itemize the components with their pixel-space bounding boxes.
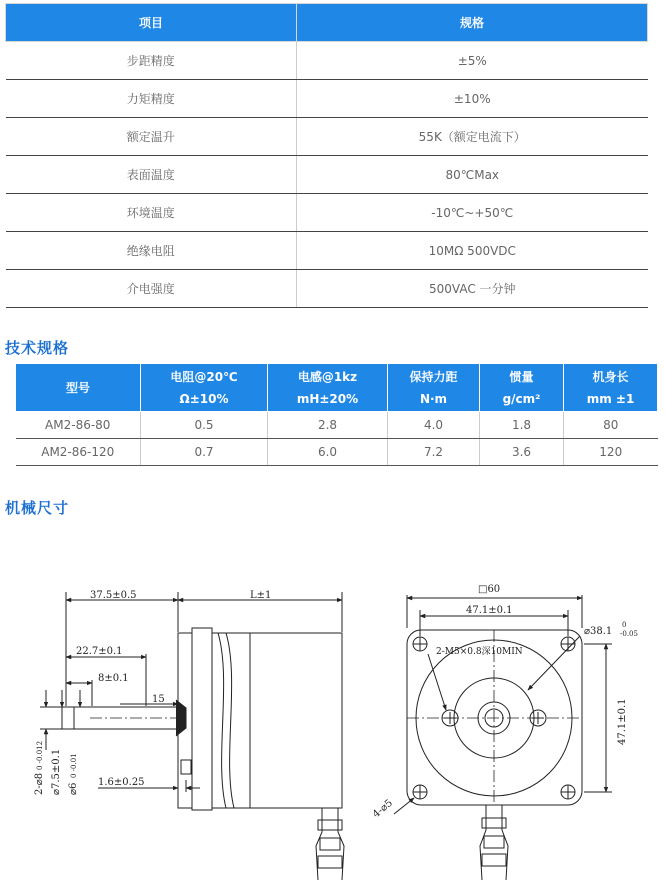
dim-shaft-6: ⌀6 — [68, 782, 79, 795]
spec-item-cell: 绝缘电阻 — [6, 232, 297, 270]
tech-header-cell — [16, 364, 141, 412]
spec-item-cell: 介电强度 — [6, 270, 297, 308]
tech-header-unit: Ω±10% — [179, 391, 229, 406]
dim-shaft-7-5: ⌀7.5±0.1 — [51, 748, 62, 795]
dim-shaft-8-tol: 0 -0.012 — [36, 740, 44, 770]
dim-shaft-6-tol: 0 -0.01 — [70, 753, 78, 778]
dim-15: 15 — [152, 694, 165, 705]
spec-value-cell: 10MΩ 500VDC — [297, 232, 648, 270]
dim-8: 8±0.1 — [98, 673, 129, 684]
tech-row — [16, 412, 658, 439]
tech-header-label: 机身长 — [592, 369, 629, 384]
spec-row — [6, 118, 648, 156]
spec-value-cell: 500VAC 一分钟 — [297, 270, 648, 308]
tech-value-cell: 0.7 — [141, 439, 268, 466]
tech-value-cell: 6.0 — [268, 439, 388, 466]
tech-header-unit: mm ±1 — [586, 391, 635, 406]
tech-value-cell: 120 — [564, 439, 658, 466]
dim-37-5: 37.5±0.5 — [90, 590, 137, 601]
dim-1-6: 1.6±0.25 — [98, 777, 145, 788]
spec-header-value: 规格 — [297, 4, 648, 42]
mech-section-title: 机械尺寸 — [5, 499, 70, 517]
tech-header-cell — [268, 364, 388, 412]
spec-row — [6, 194, 648, 232]
spec-row — [6, 42, 648, 80]
tech-header-unit: g/cm² — [502, 391, 541, 406]
spec-row — [6, 80, 648, 118]
tech-model-cell: AM2-86-80 — [16, 412, 141, 439]
spec-item-cell: 表面温度 — [6, 156, 297, 194]
spec-value-cell: 80℃Max — [297, 156, 648, 194]
tech-value-cell: 4.0 — [388, 412, 480, 439]
tech-value-cell: 80 — [564, 412, 658, 439]
tech-header-label: 电感@1kz — [297, 369, 358, 384]
motor-front-view — [394, 595, 612, 880]
spec-row — [6, 232, 648, 270]
tech-row — [16, 439, 658, 466]
tech-header-cell — [388, 364, 480, 412]
dim-square-60: □60 — [478, 584, 501, 595]
tech-header-unit: N·m — [419, 391, 448, 406]
tech-value-cell: 3.6 — [480, 439, 564, 466]
mechanical-drawing — [0, 560, 665, 884]
tech-header-label: 型号 — [65, 380, 90, 395]
tech-header-unit: mH±20% — [296, 391, 359, 406]
dim-shaft-8: 2-⌀8 — [34, 772, 45, 795]
tech-header-label: 保持力距 — [409, 369, 458, 384]
spec-item-cell: 步距精度 — [6, 42, 297, 80]
spec-header-row — [6, 4, 648, 42]
spec-item-cell: 环境温度 — [6, 194, 297, 232]
tech-header-label: 惯量 — [509, 369, 534, 384]
tech-header-cell — [480, 364, 564, 412]
tech-section-title: 技术规格 — [5, 339, 70, 357]
spec-item-cell: 力矩精度 — [6, 80, 297, 118]
tech-value-cell: 7.2 — [388, 439, 480, 466]
dim-38-1-tol-up: 0 — [622, 621, 627, 629]
tech-header-label: 电阻@20℃ — [170, 369, 238, 384]
tech-model-cell: AM2-86-120 — [16, 439, 141, 466]
spec-value-cell: ±10% — [297, 80, 648, 118]
spec-row — [6, 156, 648, 194]
spec-value-cell: 55K（额定电流下） — [297, 118, 648, 156]
dim-l: L±1 — [250, 590, 272, 601]
spec-value-cell: -10℃~+50℃ — [297, 194, 648, 232]
spec-row — [6, 270, 648, 308]
tech-value-cell: 1.8 — [480, 412, 564, 439]
spec-item-cell: 额定温升 — [6, 118, 297, 156]
motor-side-view — [40, 592, 344, 880]
dim-38-1-tol-dn: -0.05 — [620, 630, 638, 638]
tech-header-cell — [564, 364, 658, 412]
dim-47-1-v: 47.1±0.1 — [617, 698, 628, 745]
dim-4-holes: 4-⌀5 — [370, 797, 395, 821]
tech-header-row — [16, 364, 658, 412]
tech-value-cell: 2.8 — [268, 412, 388, 439]
dim-22-7: 22.7±0.1 — [76, 646, 123, 657]
tech-header-cell — [141, 364, 268, 412]
tech-value-cell: 0.5 — [141, 412, 268, 439]
dim-m5-holes: 2-M5×0.8深10MIN — [436, 647, 523, 657]
tech-table — [15, 363, 658, 466]
spec-table — [5, 3, 648, 308]
dim-38-1: ⌀38.1 — [584, 626, 613, 637]
spec-header-item: 项目 — [6, 4, 297, 42]
dim-47-1-h: 47.1±0.1 — [466, 605, 513, 616]
spec-value-cell: ±5% — [297, 42, 648, 80]
